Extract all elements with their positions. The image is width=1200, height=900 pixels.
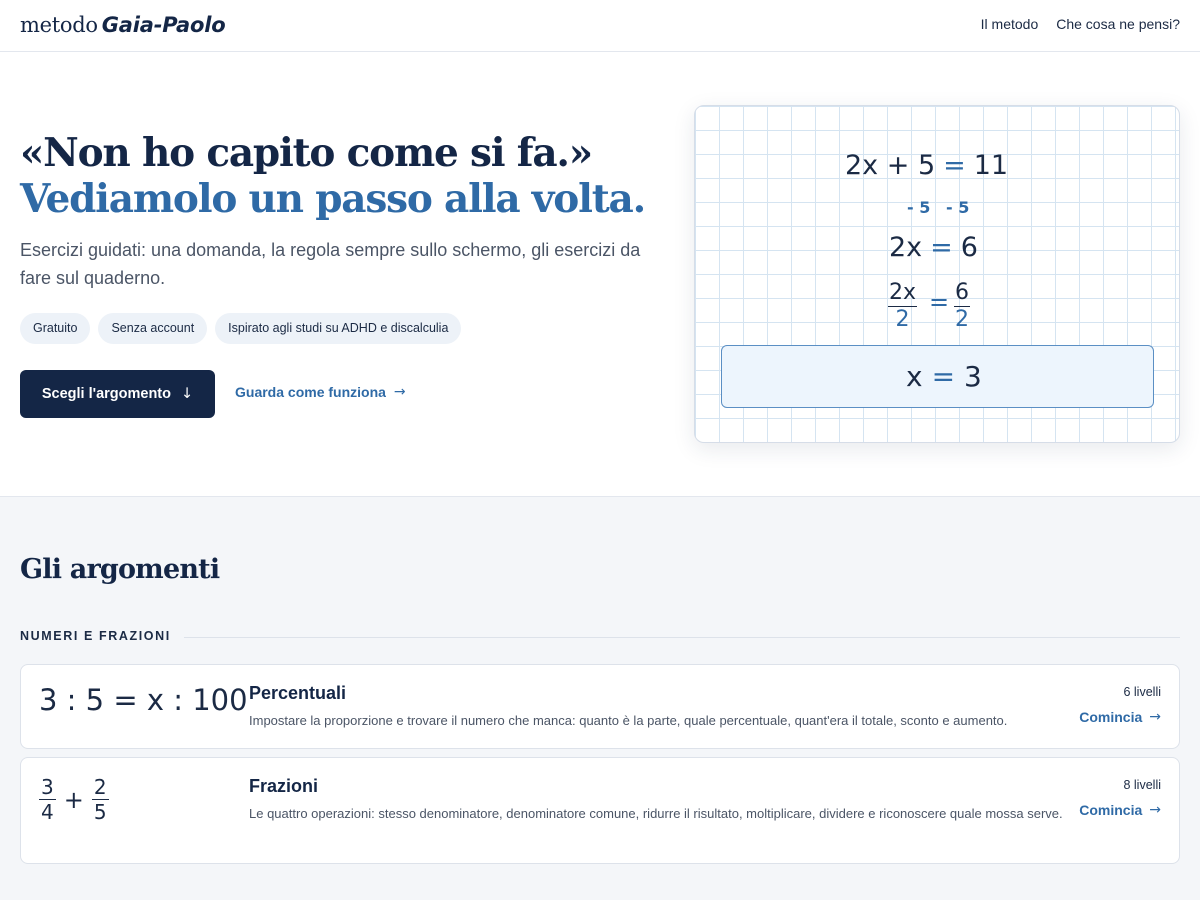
topics-section bbox=[0, 496, 1200, 900]
choose-topic-label: Scegli l'argomento bbox=[41, 386, 171, 402]
topics-title: Gli argomenti bbox=[20, 554, 220, 585]
hero-title-line1: «Non ho capito come si fa.» bbox=[20, 130, 592, 176]
equation-result bbox=[906, 360, 982, 393]
start-frazioni-link[interactable] bbox=[1079, 802, 1161, 818]
chip-senza-account: Senza account bbox=[98, 313, 207, 344]
topic-description: Impostare la proporzione e trovare il numero che manca: quanto è la parte, quale percentuale, quant'era il totale, sconto e aumento. bbox=[249, 713, 1008, 728]
fraction-right bbox=[954, 280, 970, 333]
result-right: 3 bbox=[964, 360, 982, 393]
arrow-down-icon: ↓ bbox=[180, 386, 194, 402]
step3-right: 6 bbox=[960, 232, 978, 263]
result-equals: = bbox=[931, 360, 956, 393]
arrow-right-icon: → bbox=[1149, 709, 1161, 725]
arrow-right-icon: → bbox=[1149, 802, 1161, 818]
nav-link-feedback[interactable]: Che cosa ne pensi? bbox=[1056, 16, 1180, 32]
topic-card-frazioni[interactable] bbox=[20, 757, 1180, 864]
visual-fraction-b-denominator: 5 bbox=[93, 800, 107, 824]
topic-name: Frazioni bbox=[249, 776, 319, 796]
subtract-right: - 5 bbox=[946, 198, 970, 217]
feature-chips bbox=[20, 313, 461, 344]
equation-example-card bbox=[694, 105, 1180, 443]
how-it-works-label: Guarda come funziona bbox=[235, 384, 386, 400]
topic-visual-proportion: 3 : 5 = x : 100 bbox=[39, 683, 248, 717]
arrow-right-icon: → bbox=[393, 384, 406, 400]
step3-equals: = bbox=[930, 232, 953, 263]
logo-text-gaia-paolo: Gaia-Paolo bbox=[101, 13, 226, 37]
logo-text-metodo: metodo bbox=[20, 13, 98, 37]
start-percentuali-link[interactable] bbox=[1079, 709, 1161, 725]
fraction-left bbox=[888, 280, 917, 333]
start-label: Comincia bbox=[1079, 709, 1143, 725]
fraction-right-denominator: 2 bbox=[955, 307, 969, 332]
visual-fraction-b bbox=[92, 775, 109, 824]
topic-name: Percentuali bbox=[249, 683, 347, 703]
visual-fraction-a-denominator: 4 bbox=[41, 800, 54, 824]
result-left: x bbox=[906, 360, 923, 393]
top-nav bbox=[981, 16, 1180, 32]
fraction-left-numerator: 2x bbox=[889, 280, 917, 305]
visual-fraction-b-numerator: 2 bbox=[93, 775, 107, 799]
step1-left: 2x + 5 bbox=[845, 150, 936, 181]
topic-description: Le quattro operazioni: stesso denominatore, denominatore comune, ridurre il risultato, moltiplicare, dividere e riconoscere quale mossa serve. bbox=[249, 806, 1063, 821]
equation-step-1 bbox=[845, 150, 1008, 181]
chip-gratuito: Gratuito bbox=[20, 313, 90, 344]
hero-subtitle: Esercizi guidati: una domanda, la regola sempre sullo schermo, gli esercizi da fare sul quaderno. bbox=[20, 240, 641, 288]
topic-visual-fractions bbox=[39, 775, 109, 824]
category-label: NUMERI E FRAZIONI bbox=[20, 629, 171, 643]
visual-fraction-a bbox=[39, 775, 56, 824]
how-it-works-link[interactable] bbox=[235, 384, 406, 400]
hero-title bbox=[20, 130, 660, 222]
topic-levels: 8 livelli bbox=[1123, 778, 1161, 792]
equation-result-box bbox=[721, 345, 1154, 408]
fraction-equals: = bbox=[929, 288, 950, 316]
visual-plus: + bbox=[63, 785, 84, 814]
step1-right: 11 bbox=[973, 150, 1009, 181]
site-header bbox=[0, 0, 1200, 52]
nav-link-il-metodo[interactable]: Il metodo bbox=[980, 16, 1039, 32]
visual-fraction-a-numerator: 3 bbox=[41, 775, 54, 799]
hero-title-line2: Vediamolo un passo alla volta. bbox=[20, 176, 645, 222]
category-divider bbox=[184, 637, 1180, 638]
choose-topic-button[interactable] bbox=[20, 370, 215, 418]
step1-equals: = bbox=[943, 150, 966, 181]
logo[interactable] bbox=[20, 13, 225, 38]
chip-adhd: Ispirato agli studi su ADHD e discalculia bbox=[215, 313, 461, 344]
step3-left: 2x bbox=[889, 232, 923, 263]
fraction-right-numerator: 6 bbox=[955, 280, 969, 305]
start-label: Comincia bbox=[1079, 802, 1143, 818]
equation-step-3 bbox=[889, 232, 978, 263]
fraction-left-denominator: 2 bbox=[895, 307, 910, 332]
topic-card-percentuali[interactable] bbox=[20, 664, 1180, 749]
topic-levels: 6 livelli bbox=[1123, 685, 1161, 699]
subtract-left: - 5 bbox=[907, 198, 931, 217]
